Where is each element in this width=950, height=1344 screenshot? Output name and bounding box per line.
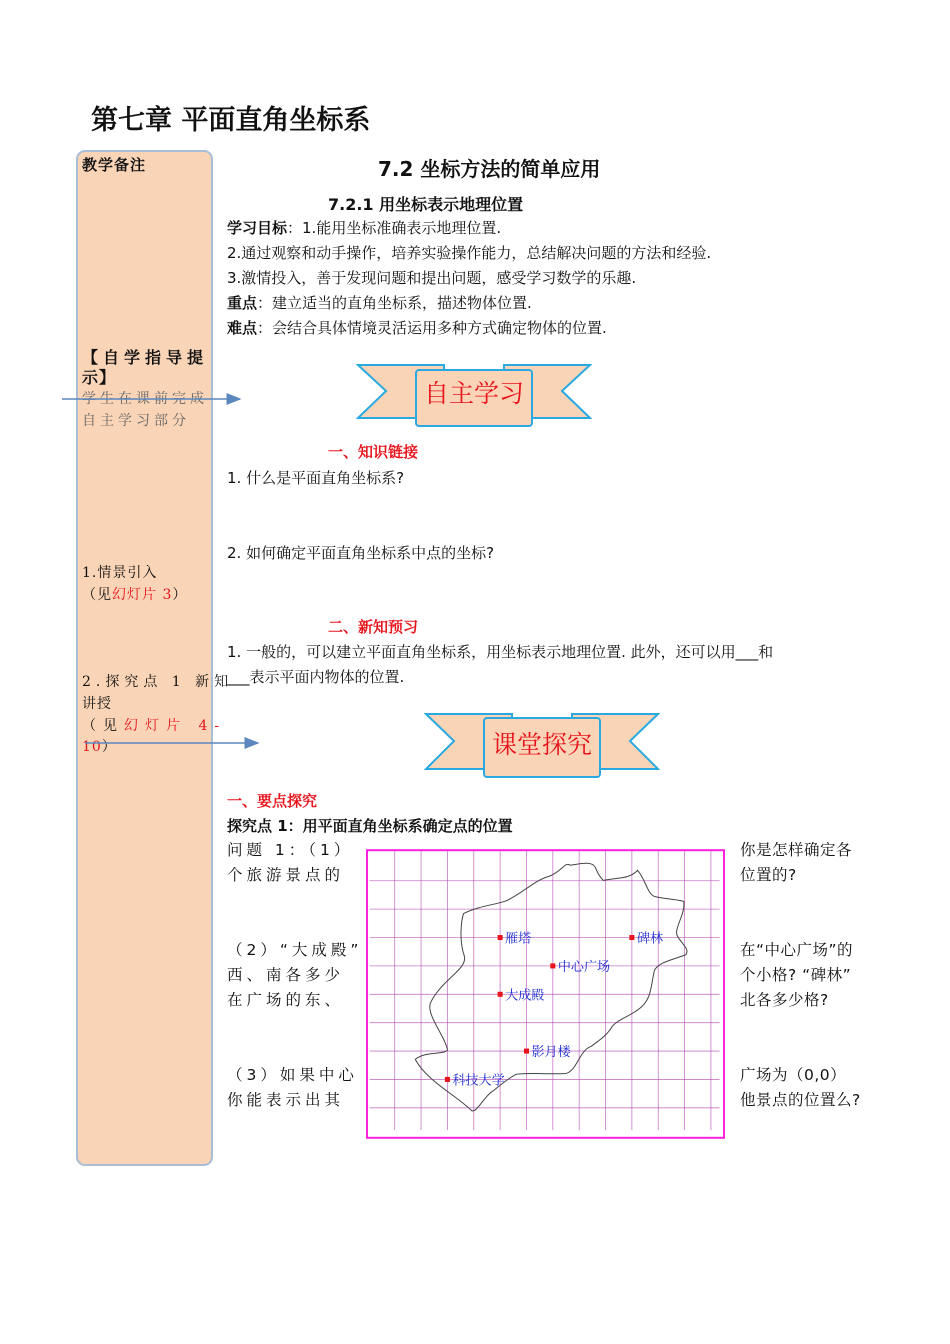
place-label: 中心广场 [557,959,611,975]
question-line: 问题 1：（1） [227,841,354,859]
knowledge-q1: 1. 什么是平面直角坐标系? [227,469,405,487]
step1-prefix: （见 [82,587,112,603]
objective-text-1: ：1.能用坐标准确表示地理位置. [287,219,502,237]
guide-text-1: 学生在课前完成 [82,391,208,407]
banner-self-study-text: 自主学习 [423,379,524,408]
question-line: 个旅游景点的 [227,866,345,884]
guide-text-2: 自主学习部分 [82,413,190,429]
banner-self-study [356,362,592,428]
section-title: 7.2 坐标方法的简单应用 [378,157,601,181]
question-line [227,913,362,938]
place-marker [498,935,503,940]
banner-explore [424,711,660,779]
question-line [227,888,362,913]
objective-3: 3.激情投入，善于发现问题和提出问题，感受学习数学的乐趣. [227,269,637,287]
step2-suffix: ） [101,739,117,755]
place-label: 科技大学 [452,1073,505,1089]
place-label: 影月楼 [531,1045,571,1061]
place-label: 碑林 [636,931,664,947]
difficult-label: 难点 [227,319,258,337]
step1-title: 1.情景引入 [82,565,158,581]
step2-title-2: 讲授 [82,696,112,712]
sidebar-heading: 教学备注 [82,156,147,174]
place-marker [629,935,634,940]
chapter-title: 第七章 平面直角坐标系 [91,105,371,136]
step2-prefix: （见 [82,718,124,734]
knowledge-link-title: 一、知识链接 [328,443,419,461]
question-line: （3）如果中心 [227,1066,358,1084]
key-text: ：建立适当的直角坐标系，描述物体位置. [257,294,532,312]
difficult-point [227,318,607,338]
guide-title-2: 示】 [82,368,117,387]
objectives-label: 学习目标 [227,219,288,237]
question-left-column [227,838,362,1113]
question-line [740,888,861,913]
place-marker [445,1077,450,1082]
question-line: 在“中心广场”的 [740,941,854,959]
banner-explore-text: 课堂探究 [491,730,592,759]
place-label: 大成殿 [505,988,545,1004]
place-marker [498,992,503,997]
subsection-title: 7.2.1 用坐标表示地理位置 [328,195,524,214]
place-marker [524,1049,529,1054]
question-line: 在广场的东、 [227,991,345,1009]
step1-suffix: ） [172,587,188,603]
preview-line-1: 1. 一般的，可以建立平面直角坐标系，用坐标表示地理位置. 此外，还可以用___和 [227,643,774,661]
tourist-map-grid [366,849,725,1139]
explore-title: 一、要点探究 [227,792,318,810]
objective-2: 2.通过观察和动手操作，培养实验操作能力，总结解决问题的方法和经验. [227,244,712,262]
key-label: 重点 [227,294,258,312]
question-line: 你是怎样确定各 [740,841,853,859]
question-line: 你能表示出其 [227,1091,345,1109]
question-line: 广场为（0,0） [740,1066,847,1084]
preview-title: 二、新知预习 [328,618,419,636]
objective-1 [227,218,501,238]
step2-slide-link[interactable]: 幻灯片 4- [124,718,227,734]
preview-line-2: ___表示平面内物体的位置. [227,668,405,686]
place-label: 雁塔 [505,931,532,947]
question-line: 西、南各多少 [227,966,345,984]
explore-point-title: 探究点 1：用平面直角坐标系确定点的位置 [227,817,513,835]
question-line [227,1038,362,1063]
step1-slide-link[interactable]: 幻灯片 3 [112,587,173,603]
question-line [740,913,861,938]
knowledge-q2: 2. 如何确定平面直角坐标系中点的坐标? [227,544,495,562]
question-right-column [740,838,861,1113]
guide-title-1: 【自学指导提 [82,348,209,367]
arrows [60,392,260,752]
difficult-text: ：会结合具体情境灵活运用多种方式确定物体的位置. [257,319,607,337]
question-line [740,1038,861,1063]
key-point [227,293,532,313]
question-line: 位置的? [740,866,797,884]
question-line [227,1013,362,1038]
question-line [740,1013,861,1038]
question-line: 个小格? “碑林” [740,966,852,984]
question-line: 他景点的位置么? [740,1091,861,1109]
question-line: （2）“大成殿” [227,941,363,959]
place-marker [550,963,555,968]
step2-slide-link-2[interactable]: 10 [82,739,102,755]
step2-title-1: 2.探究点 1 新知 [82,674,234,690]
question-line: 北各多少格? [740,991,829,1009]
